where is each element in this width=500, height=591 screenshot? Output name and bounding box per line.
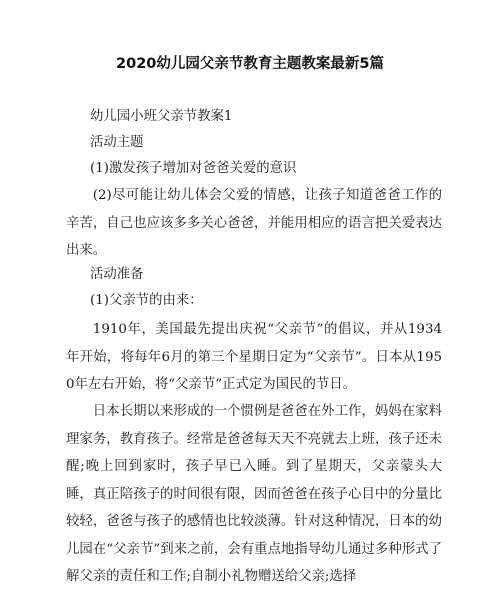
section-heading-preparation: 活动准备 [90, 267, 144, 282]
lesson-heading: 幼儿园小班父亲节教案1 [90, 109, 233, 124]
history-paragraph: 1910年，美国最先提出庆祝“父亲节”的倡议，并从1934年开始，将每年6月的第三个星期日定为“父亲节”。日本从1950年左右开始，将“父亲节”正式定为国民的节日。 [66, 322, 442, 392]
japan-paragraph: 日本长期以来形成的一个惯例是爸爸在外工作，妈妈在家料理家务，教育孩子。经常是爸爸每天天不亮就去上班，孩子还未醒;晚上回到家时，孩子早已入睡。到了星期天，父亲蒙头大睡，真正陪孩子的时间很有限，因而爸爸在孩子心目中的分量比较轻，爸爸与孩子的感情也比较淡薄。针对这种情况，日本的幼儿园在“父亲节”到来之前，会有重点地指导幼儿通过多种形式了解父亲的责任和工作;自制小礼物赠送给父亲;选择 [66, 404, 442, 584]
goal-item-1: (1)激发孩子增加对爸爸关爱的意识 [90, 161, 297, 176]
prep-item-1: (1)父亲节的由来： [90, 293, 203, 308]
document-title: 2020幼儿园父亲节教育主题教案最新5篇 [116, 56, 384, 72]
section-heading-goals: 活动主题 [90, 135, 144, 150]
goal-item-2: (2)尽可能让幼儿体会父爱的情感，让孩子知道爸爸工作的辛苦，自己也应该多多关心爸爸，并能用相应的语言把关爱表达出来。 [66, 188, 442, 258]
